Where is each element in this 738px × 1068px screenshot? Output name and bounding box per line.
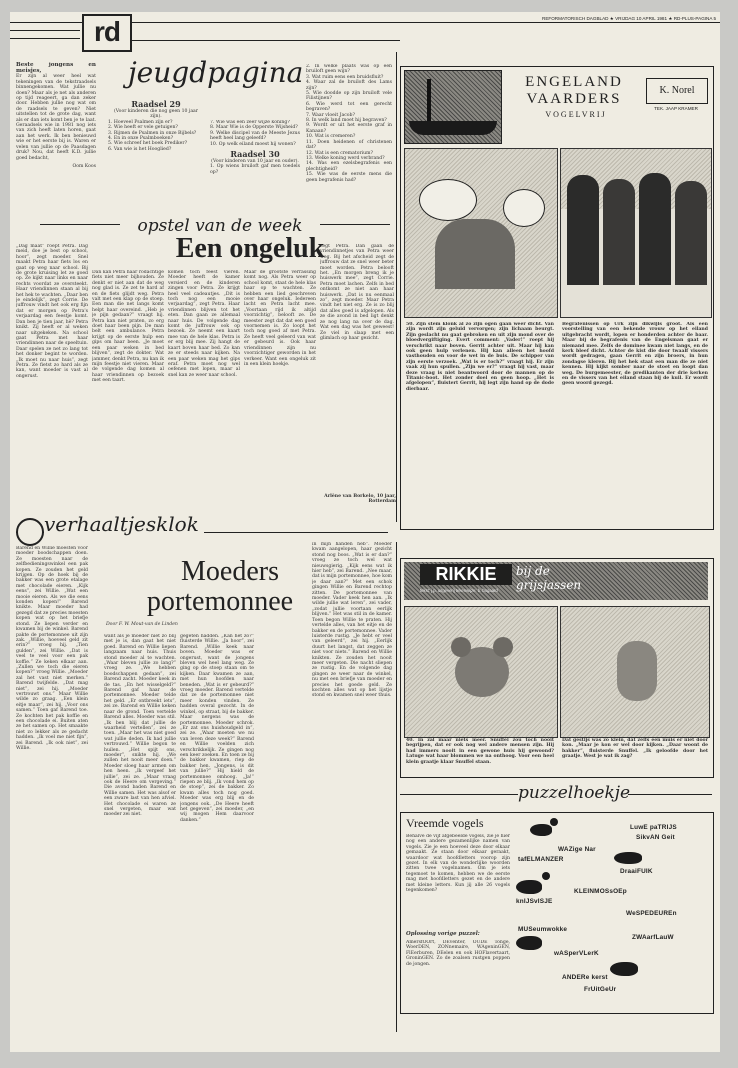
raadsel-30-q2: 2. In welke plaats was op een bruiloft geen wijn?	[306, 64, 392, 75]
verhaal-col-2	[104, 634, 176, 1026]
puzzel-intro-text: Behalve de vijf afgebeelde vogels, zie je hier nog een andere gezamenlijke namen van vogels. Zie je een hoeveel deze door elkaar gemaakt. Ze staan door elkaar geraakt, waardoor wat hoofdletters voorop zijn gezet. In elk van de wonderlijke woorden zitten twee vogelnamen. Om je iets tegemoet te komen, hebben we de eerste mag met hoofdletters gezet en de andere met kleine letters. Kun jij alle 26 vogels tegenkomen?	[406, 834, 510, 894]
verhaal-col-1-text: Barend en Willie moesten voor moeder boodschappen doen. Ze moesten naar de zelfbedieningswinkel een pak kopen. Ze zouden het geld krijgen. Op de hoek bij de bakker was een grote etalage met chocolade eieren. „Kijk eens”, zei Willie. „Wat een mooie eieren. Als we die eens konden kopen!” Barend knikte. Maar moeder had gezegd dat ze precies moesten kopen wat op het briefje stond. Ze liepen verder en kwamen bij de winkel. Barend pakte de portemonnee uit zijn zak. „Willie, hoeveel geld zit erin?” vroeg hij. „Tien gulden”, zei Willie. „Dat is veel te veel voor een pak koffie.” Ze keken elkaar aan. „Zullen we toch die eieren kopen?” vroeg Willie. „Moeder zal het vast niet merken.” Barend twijfelde. „Dat mag niet”, zei hij. „Moeder vertrouwt ons.” Maar Willie wilde zo graag. „Een klein eitje maar”, zei hij. „Voor ons samen.” Toen gaf Barend toe. Ze kochten het pak koffie en een chocolade ei. Buiten aten ze het samen op. Het smaakte niet zo lekker als ze gedacht hadden. „Ik voel me niet fijn”, zei Barend. „Ik ook niet”, zei Willie.	[16, 546, 88, 752]
ship-hull	[409, 121, 497, 135]
masthead-rule-right	[130, 40, 400, 41]
jeugdpagina-heading: jeugdpagina	[128, 56, 304, 89]
raadsel-29-q10: 10. Op welk eiland moest hij wonen?	[210, 141, 296, 147]
mouse-ear-left	[451, 637, 471, 657]
raadsel-30-q3: 3. Wat ruim eens een bruidsfluit?	[306, 74, 384, 80]
puzzel-solution-title: Oplossing vorige puzzel:	[406, 931, 480, 937]
masthead-rule-mid2	[10, 38, 80, 39]
rikkie-caption-1-text: 40. In zal maar niets meer. Snuffel zou toch nooit begrijpen, dat er ook nog wel andere mensen zijn. Hij had immers nooit in een gewone huis hij gewoond? Latuge wat haar blommen we na onthoog. Voor een heel klein graatje klaar Snuffel staan.	[406, 738, 554, 765]
jeugd-greeting: Beste jongens en meisjes,	[16, 62, 96, 75]
raadsel-30-q8: 8. In welk land moet hij begraven?	[306, 118, 387, 124]
verhaal-col-4-text: in mijn handen heb”. Moeder kwam aangelopen, haar gezicht stond nog boos. „Wat is er dan?” vroeg ze toch wel wat nieuwsgierig. „Kijk eens wat ik hier heb”, zei Barend. „Nee maar, dat is mijn portemonnee, hoe kom je daar aan?” Met een schok gingen Willie en Barend rechtop zitten. De portemonnee van moeder. Vader keek hen aan. „Ik wilde jullie wat leren”, zei vader, „zodat jullie voortaan eerlijk blijven.” Het was stil in de kamer. Toen begon Willie te praten. Hij vertelde alles, van het eitje en de bakker en de portemonnee. Vader luisterde rustig. „Je hebt er veel van geleerd”, zei hij. „Eerlijk duurt het langst, dat zeggen ze niet voor niets.” Barend en Willie knikten. Ze zouden het nooit meer vergeten. Die nacht sliepen ze rustig. En de volgende dag gingen ze weer naar de winkel, nu met een briefje van moeder en precies het goede geld. Ze kochten alles wat op het lijstje stond en kwamen snel weer thuis.	[312, 542, 392, 699]
puzzle-word: DraaiFUIK	[620, 868, 653, 875]
raadsel-29-q3: 3. Rijmen de Psalmen in onze Bijbels?	[108, 130, 197, 136]
engelandvaarders-subtitle: VOGELVRIJ	[545, 110, 607, 119]
puzzle-word: MUSeumwokke	[518, 926, 568, 933]
puzzle-word: FrUitGeUr	[584, 986, 617, 993]
jeugd-intro-text: Er zijn al weer heel wat tekeningen van de tekstraadsels binnengekomen. Wat jullie nu doen? Maar als je net als anderen op tijd reageert, ga dan zeker door. Hebben jullie nog wat om de raadsels te geven? Niet uitstellen tot de grote dag, want als er dan iets komt ben je te laat. Geraadsels wie in 1981 nog iets van zich heeft laten horen, gaat aan het werk. Ik ben benieuwd wie er het eerste bij is. Waren er velen van jullie op de Paasdagen druk? Nou, dat heeft K.D. jullie goed bedacht,	[16, 74, 96, 161]
raadsel-30-q9: 9. Wordt er uit het eerste graf in Kanaan?	[306, 123, 392, 134]
mouse-figure-2	[617, 641, 657, 701]
raadsel-29-q6: 6. Van wie is het Hooglied?	[108, 146, 172, 152]
opstel-col-3	[168, 270, 240, 506]
raadsel-30-q7: 7. Waar vloeit Jacob?	[306, 112, 355, 118]
raadsel-30-q15: 15. Wie was de eerste mens die geen begrafenis had?	[306, 172, 392, 183]
engelandvaarders-caption-1-text: 50. Zijn stem klonk al zo zijn ogen gaan weer dicht. Van zijn wordt zijn geluid vervorgen; zijn lichaam beurgt. Zijn geslacht nu gaat gebroken en uit zijn mond over de bloedvergiftiging. Evert comment: „Vader!” roept hij verschrikt naar boven. Gerrit achter uit. Maar hij kan ook geen hulp verlenen. Hij kan alleen het hoofd vasthouden en voor de wet in de buis. De schipper van zijn eerste verzoek. „Wat is er toch?” vraagt hij. Er zijn vaak zij hun spullen. „Zijn we er?” vraagt hij vast, maar deze vraag is niet beantwoord door de mannen op de Titanic-boot. Het zonder doel en geen hoop. „Het is afgelopen”, fluistert Gerrit, hij legt zijn hand op de dode dierbaar.	[406, 322, 554, 392]
puzzle-word: ANDERe kerst	[562, 974, 608, 981]
raadsel-30-q1: 1. Op wiens bruiloft gaf men toedels op?	[210, 164, 300, 175]
engelandvaarders-author: K. Norel	[646, 78, 708, 104]
rikkie-panel-2	[560, 606, 710, 738]
bird-icon-2	[516, 880, 542, 894]
verhaal-title-line-1: Moeders	[181, 556, 279, 587]
rikkie-credits: tekst: j.p. uitgeverij tekenwijze: b. bogaard	[420, 588, 498, 593]
opstel-kicker: opstel van de week	[120, 216, 320, 236]
panel-1-figure-body	[435, 219, 515, 289]
jeugd-signoff: Oom Koos	[72, 163, 96, 169]
masthead-rule-mid	[10, 30, 80, 31]
raadsel-30-q4: 4. Waar zal de bruiloft des Lams zijn?	[306, 80, 392, 91]
puzzel-title: Vreemde vogels	[406, 816, 484, 830]
puzzel-solution-text: AmersfOOrt, DEventer, OUDE Tonge, WoerDEN, ZONnemaire, WAgeninGEN, FlEerburen, DEelen en ook HOFlavertaart, GroninGEN. Zo de zoalsen rustgen poppen de jongen.	[406, 940, 510, 967]
verhaal-col-3	[180, 634, 254, 1026]
puzzel-intro	[406, 834, 510, 928]
rikkie-panel-1	[404, 606, 558, 738]
engelandvaarders-panel-2	[560, 148, 712, 318]
engelandvaarders-caption-2	[562, 322, 708, 462]
opstel-col-3-text: komen toch feest vieren. Moeder heeft de kamer versierd en de kinderen zingen voor Petra. Ze krijgt heel veel cadeautjes. „Dit is toch nog een mooie verjaardag”, zegt Petra. Haar vriendinnen blijven tot het eten. Dan gaan ze allemaal naar huis. De volgende dag komt de juffrouw ook op bezoek. Ze neemt een kaart mee van de hele klas. Petra is er erg blij mee. Zij hangt de kaart boven haar bed. Zo kan ze er steeds naar kijken. Na een paar weken mag het gips eraf. Petra moet nog wel oefenen met lopen, maar al snel kan ze weer naar school.	[168, 270, 240, 378]
puzzle-word: LuwE paTRIJS	[630, 824, 677, 831]
verhaal-col-4	[312, 542, 392, 1026]
rikkie-subtitle: bij de grijsjassen	[516, 564, 582, 592]
column-divider-upper	[396, 52, 397, 522]
opstel-col-4	[244, 270, 316, 506]
panel-1-figure-head	[419, 179, 477, 221]
newspaper-page	[10, 12, 720, 1052]
opstel-col-4-text: Maar de grootste verrassing komt nog. Als Petra weer op school komt, staat de hele klas haar op te wachten. Ze hebben een lied geschreven over haar ongeluk. Iedereen lacht en Petra lacht mee. „Voortaan rijd ik altijd voorzichtig”, belooft ze. De meester zegt dat dat een goed voornemen is. Zo loopt het toch nog goed af met Petra. Ze heeft veel geleerd van wat er gebeurd is. Ook haar vriendinnen zijn nu voorzichtiger geworden in het verkeer. Want een ongeluk zit in een klein hoekje.	[244, 270, 316, 367]
rikkie-caption-2	[562, 738, 708, 774]
raadsel-29-q1: 1. Hoeveel Psalmen zijn er?	[108, 119, 173, 125]
puzzle-word: tafELMANZER	[518, 856, 564, 863]
opstel-col-5-text: zegt Petra. Dan gaan de vriendinnetjes van Petra weer weg. Bij het afscheid zegt de juffrouw dat ze snel weer beter moet worden. Petra belooft het. „En morgen breng ik je huiswerk mee”, zegt Corrie. Petra moet lachen. Zelfs in bed ontkomt ze niet aan haar huiswerk. „Dat is nu eenmaal zo”, zegt moeder. Maar Petra vindt het niet erg. Ze is zo blij dat alles goed is afgelopen. Als ze die avond in bed ligt denkt ze nog lang na over de dag. Wat een dag was het geweest! Ze viel in slaap met een glimlach op haar gezicht.	[320, 244, 394, 341]
clock-icon	[16, 518, 44, 546]
bird-icon-2-head	[542, 872, 550, 880]
raadsel-29-q9: 9. Welke discipel van de Meeste Jezus heeft heel lang geleefd?	[210, 130, 300, 142]
raadsel-30-q5: 5. Wie doodde op zijn bruiloft vele Filistijnen?	[306, 91, 392, 102]
opstel-title: Een ongeluk	[175, 233, 325, 264]
raadsel-29-q7: 7. Wie was een zeer wijze koning?	[210, 120, 290, 125]
opstel-col-1-text: „Dag maat” roept Petra. Dag meid, doe je best op school, hoor”, zegt moeder. Snel maakt Petra haar fiets los en gaat op weg naar school. Bij de grote kruising let ze goed op. Ze kijkt naar links en naar rechts voordat ze oversteekt. Haar vriendinnen staan al bij het hek te wachten. „Daar ben je eindelijk”, zegt Corrie. De juffrouw vindt het ook erg fijn dat er morgen op Petra's verjaardag een feestje komt. Dan ben je tien jaar, hè? Petra knikt. Zij heeft er al weken naar uitgekeken. Na school gaat Petra met haar vriendinnen naar de speeltuin. Daar spelen ze net zo lang tot het donker begint te worden. „Ik moet nu naar huis”, zegt Petra. Ze fietst zo hard als ze kan, want moeder is vast al ongerust.	[16, 244, 88, 379]
bird-icon-1	[530, 824, 552, 836]
raadsel-29-intro: (Voor kinderen die nog geen 10 jaar zijn).	[114, 109, 198, 120]
puzzle-word: wASperVLerK	[554, 950, 599, 957]
rikkie-caption-2-text: Dat gestijs was zo klein, dat zelfs een muis er niet door kon. „Maar je kon er wel door kijken. „Daar woont de bakker”, fluisterde Snuffel. „Ik geloofde door het graatje. West je wat ik zag?	[562, 738, 708, 760]
raadsel-29-title: Raadsel 29	[131, 100, 181, 109]
raadsel-30-title: Raadsel 30	[230, 149, 280, 160]
opstel-col-5	[320, 244, 394, 494]
engelandvaarders-ship-illustration	[404, 70, 502, 144]
panel-2-figure-2	[603, 179, 635, 285]
raadsel-30-q12: 12. Wat is een crematorium?	[306, 150, 373, 156]
panel-2-figure-1	[567, 175, 599, 285]
opstel-col-1	[16, 244, 88, 506]
jeugd-intro-column	[16, 62, 96, 222]
raadsel-29-q4: 4. En in onze Psalmboeken?	[108, 136, 174, 142]
raadsel-29-q2: 2. Wie heeft er vele getuigen?	[108, 125, 178, 131]
raadsel-29-q5: 5. Wie schreef het boek Prediker?	[108, 141, 188, 147]
puzzle-word: WeSPEDEUREn	[626, 910, 677, 917]
opstel-col-2	[92, 270, 164, 506]
raadsel-29-q8: 8. Maar Wie is de Opperste Wijsheid?	[210, 125, 298, 131]
masthead-dateline: REFORMATORISCH DAGBLAD ★ VRIJDAG 10 APRIL 1981 ★ RD-PLUS-PAGINA 5	[542, 16, 716, 21]
puzzel-kicker: puzzelhoekje	[518, 783, 631, 803]
verhaal-col-2-text: want als je moeder niet zo blij met je is, dan gaat het niet goed. Barend en Willie liepen langzaam naar huis. Thuis stond moeder al te wachten. „Waar bleven jullie zo lang?” vroeg ze. „We hebben boodschappen gedaan”, zei Barend zacht. Moeder keek in de tas. „En het wisselgeld?” Barend gaf haar de portemonnee. Moeder telde het geld. „Er ontbreekt iets”, zei ze. Barend en Willie keken naar de grond. Toen vertelde Barend alles. Moeder was stil. „Ik ben blij dat jullie de waarheid vertellen”, zei ze toen. „Maar het was niet goed wat jullie deden. Ik had jullie vertrouwd.” Willie begon te huilen. „Het spijt ons, moeder”, snikte hij. „We zullen het nooit meer doen.” Moeder sloeg haar armen om hen heen. „Ik vergeef het jullie”, zei ze. „Maar vraag ook de Heere om vergeving.” Die avond baden Barend en Willie samen. Het was alsof er een zware last van hen afviel. Het chocolade ei waren ze snel vergeten, maar wat moeder zei niet.	[104, 634, 176, 818]
rikkie-title: RIKKIE	[420, 564, 512, 585]
mouse-ear-right	[493, 637, 513, 657]
engelandvaarders-panel-1	[404, 148, 558, 318]
verhaal-kicker: verhaaltjesklok	[44, 512, 204, 536]
puzzle-word: ZWAarfLauW	[632, 934, 674, 941]
verhaal-byline: Door F. W. Mout-van de Linden	[106, 622, 178, 627]
raadsel-30-q6: 6. Wie werd tot een gerecht begraven?	[306, 101, 392, 113]
raadsel-30-q14: 14. Was een ezelsbegrafenis een plechtigheid?	[306, 161, 392, 172]
puzzel-solution	[406, 940, 510, 1008]
masthead-logo: rd	[82, 14, 132, 52]
column-divider-lower	[396, 542, 397, 1032]
bird-icon-5	[610, 962, 638, 976]
panel-1-figure-head-2	[503, 189, 545, 227]
raadsel-30-q11: 11. Doen heidenen of christenen dat?	[306, 139, 392, 151]
verhaal-col-1	[16, 546, 88, 1026]
panel-2-figure-3	[639, 173, 671, 285]
opstel-col-2-text: Dan kan Petra haar rodachtige fiets niet meer bijhouden. Ze denkt er niet aan dat de weg nog glad is. Ze zet te hard af en de fiets glijdt weg. Petra valt met een klap op de stoep. Een man die net langs komt helpt haar overeind. „Heb je je pijn gedaan?” vraagt hij. Petra kan niet praten, zo erg doet haar been pijn. De man belt een ambulance. Petra krijgt op de eerste hulp een gips om haar been. „Je moet een paar weken in bed blijven”, zegt de dokter. Wat jammer, denkt Petra, nu kan ik mijn feestje niet vieren. Maar de volgende dag komen al haar vriendinnen op bezoek met een taart.	[92, 270, 164, 384]
raadsel-29b-column	[210, 120, 300, 220]
rikkie-caption-1	[406, 738, 554, 774]
raadsel-29-column	[108, 100, 204, 210]
verhaal-title-line-2: portemonnee	[146, 586, 294, 617]
engelandvaarders-artist: TEK. JAAP KRAMER	[654, 106, 698, 111]
engelandvaarders-caption-2-text: Begrafenissen op Urk zijn dikwijls groot. Als een voorstelling van een bekende vrouw op het eiland uitgebracht wordt, lopen er honderden achter de baar. Maar bij de begrafenis van de Engelsman gaat er niemand mee. Zelfs de dominee kwam niet langs, en de kerk bleef dicht. Achter de kist die door twaalf vissers wordt gedragen, gaan Gerrit en zijn broers, in hun zondagse kleren. Bij het hek staat een man die ze niet kennen. Hij kijkt somber naar de stoet en loopt dan weg. De burgemeester, de predikanten der drie kerken en de vissers van het eiland staan bij de kuil. Er wordt geen woord gezegd.	[562, 322, 708, 387]
puzzle-word: WAZige Nar	[558, 846, 596, 853]
verhaal-col-3-text: gegeten hadden. „Kan het zo?” fluisterde Willie. „Ja hoor”, zei Barend. „Willie keek naar boven. Moeder was er ongerust, want de jongens bleven wel heel lang weg. Ze ging op de stoep staan om te kijken. Daar kwamen ze aan, met hun hoofden naar beneden. „Wat is er gebeurd?” vroeg moeder. Barend vertelde dat ze de portemonnee niet meer konden vinden. Ze hadden overal gezocht. In de winkel, op straat, bij de bakker. Maar nergens was de portemonnee. Moeder schrok. „Er zat ons huishoudgeld in”, zei ze. „Waar moeten we nu van leven deze week?” Barend en Willie voelden zich verschrikkelijk. Ze gingen nog een keer zoeken. En toen ze bij de bakker kwamen, riep de bakker hen. „Jongens, is dit van jullie?” Hij hield de portemonnee omhoog. „Ja!” riepen ze blij. „Ik vond hem op de stoep”, zei de bakker. Zo kwam alles toch nog goed. Moeder was erg blij en de jongens ook. „De Heere heeft het gegeven”, zei moeder, „en wij mogen Hem daarvoor danken.”	[180, 634, 254, 823]
puzzle-word: knIJSvISJE	[516, 898, 553, 905]
opstel-author: Arlène van Borkelo, 10 jaar, Rotterdam	[324, 494, 396, 505]
puzzle-word: KLEINMOSsOEp	[574, 888, 627, 895]
bird-icon-3	[516, 936, 542, 950]
engelandvaarders-caption-1	[406, 322, 554, 462]
puzzle-word: SikvAN Geit	[636, 834, 675, 841]
raadsel-30-intro: (Voor kinderen van 10 jaar en ouder).	[211, 159, 299, 165]
raadsel-30-q13: 13. Welke koning werd verbrand?	[306, 155, 385, 161]
bird-icon-4	[614, 852, 642, 864]
engelandvaarders-title: ENGELAND VAARDERS	[525, 74, 623, 107]
raadsel-30-q10: 10. Wat is cremeren?	[306, 134, 356, 140]
panel-2-figure-4	[675, 181, 707, 285]
bird-icon-1-head	[550, 818, 558, 826]
raadsel-30-column	[306, 64, 392, 234]
